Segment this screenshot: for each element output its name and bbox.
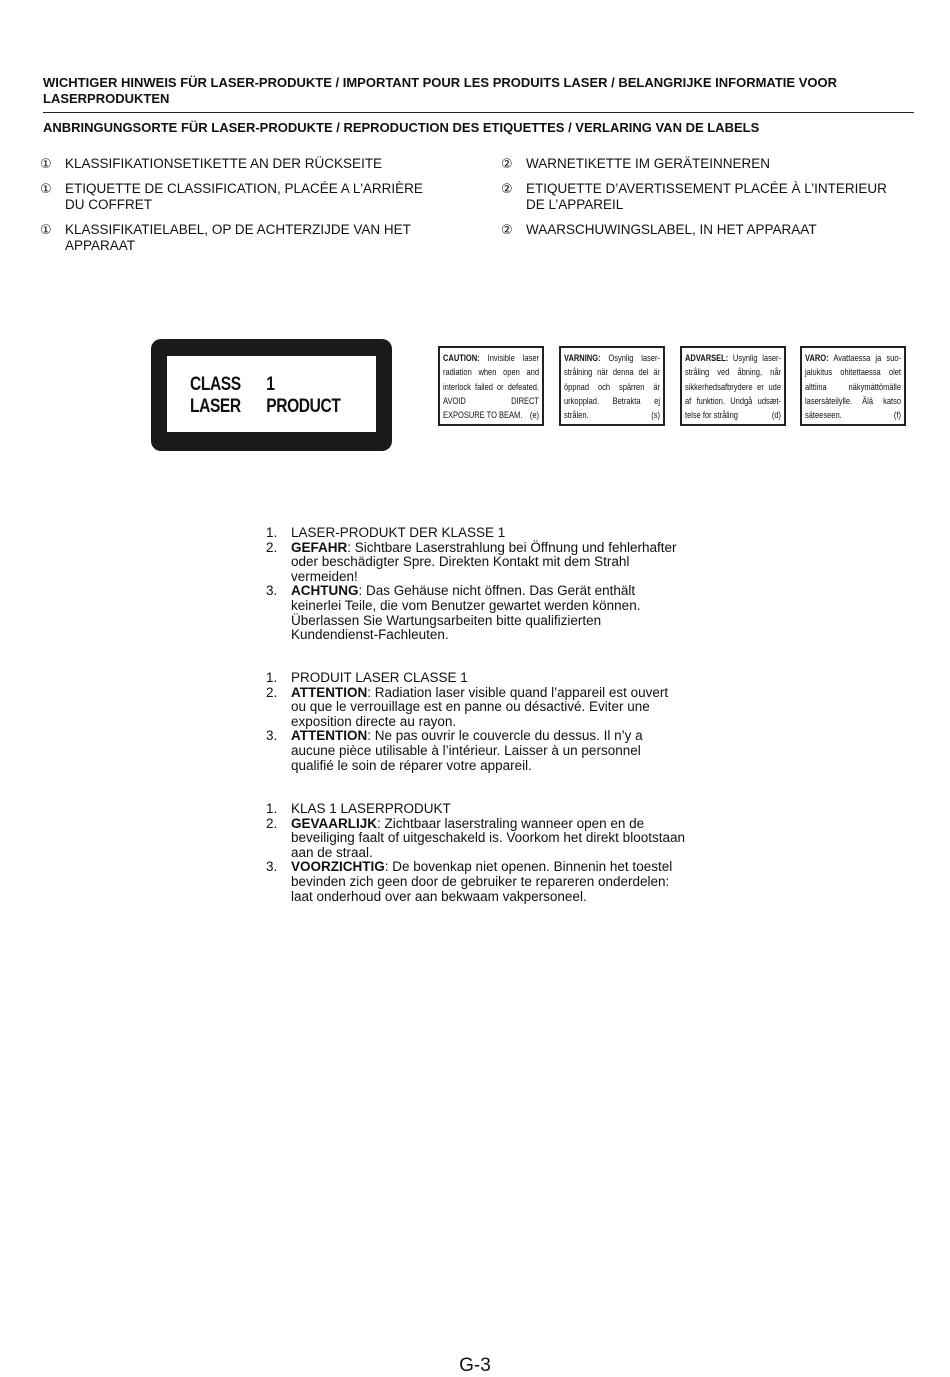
note-text: : Zichtbaar laserstraling wanneer open en de beveiliging faalt of uitgeschakeld is. Voorkom het direkt blootstaan aan de straal. bbox=[291, 815, 685, 860]
warning-lead: CAUTION: bbox=[443, 352, 480, 363]
note-item bbox=[266, 541, 686, 585]
page-number: G-3 bbox=[459, 1355, 491, 1376]
warning-text: Invisible laser radiation when open and interlock failed or defeated. AVOID DIRECT EXPOSURE TO BEAM. bbox=[443, 352, 539, 421]
warning-label-finnish bbox=[800, 346, 906, 426]
notes-german bbox=[266, 526, 686, 643]
callout-number: ① bbox=[40, 181, 52, 196]
note-keyword: GEVAARLIJK bbox=[291, 815, 378, 831]
location-list-rear bbox=[40, 156, 440, 263]
class-number: 1 bbox=[266, 374, 275, 395]
warning-lead: VARO: bbox=[805, 352, 829, 363]
note-item bbox=[266, 686, 686, 730]
class-label-line-1 bbox=[190, 374, 275, 396]
callout-number: ① bbox=[40, 222, 52, 237]
location-text: ETIQUETTE D’AVERTISSEMENT PLACÉE À L’INTERIEUR DE L’APPAREIL bbox=[526, 181, 887, 212]
note-text: KLAS 1 LASERPRODUKT bbox=[291, 801, 451, 816]
location-text: WARNETIKETTE IM GERÄTEINNEREN bbox=[526, 156, 771, 171]
location-item bbox=[40, 222, 440, 254]
note-text: PRODUIT LASER CLASSE 1 bbox=[291, 670, 468, 685]
warning-label-swedish bbox=[559, 346, 665, 426]
language-code: (s) bbox=[651, 409, 660, 421]
product-word: PRODUCT bbox=[266, 396, 341, 417]
note-number: 3. bbox=[266, 859, 278, 875]
location-item bbox=[501, 222, 901, 238]
note-number: 1. bbox=[266, 670, 278, 685]
heading-divider bbox=[43, 112, 914, 113]
callout-number: ② bbox=[501, 222, 513, 237]
note-keyword: VOORZICHTIG bbox=[291, 859, 385, 875]
callout-number: ② bbox=[501, 156, 513, 171]
note-number: 2. bbox=[266, 815, 278, 831]
class-1-laser-product-label bbox=[151, 339, 392, 451]
warning-lead: ADVARSEL: bbox=[685, 352, 729, 363]
callout-number: ① bbox=[40, 156, 52, 171]
warning-text: Osynlig laser-strålning när denna del är öppnad och spärren är urkopplad. Betrakta ej strålen. bbox=[564, 352, 660, 421]
notes-dutch bbox=[266, 802, 686, 904]
warning-text: Usynlig laser-stråling ved åbning, når sikkerhedsafbrydere er ude af funktion. Undgå udsæt-telse for stråling bbox=[685, 352, 781, 421]
language-code: (f) bbox=[893, 409, 901, 421]
note-number: 2. bbox=[266, 684, 278, 700]
class-label-line-2 bbox=[190, 396, 340, 418]
note-keyword: ATTENTION bbox=[291, 728, 368, 744]
note-text: : Sichtbare Laserstrahlung bei Öffnung und fehlerhafter oder beschädigter Spre. Direkten Kontakt mit dem Strahl vermeiden! bbox=[291, 539, 677, 584]
note-number: 3. bbox=[266, 728, 278, 744]
label-locations-heading: ANBRINGUNGSORTE FÜR LASER-PRODUKTE / REPRODUCTION DES ETIQUETTES / VERLARING VAN DE LABELS bbox=[43, 120, 760, 135]
note-number: 3. bbox=[266, 583, 278, 599]
location-item bbox=[40, 156, 440, 172]
note-item bbox=[266, 729, 686, 773]
note-item bbox=[266, 671, 686, 686]
warning-text: Avattaessa ja suo-jalukitus ohitettaessa olet alttiina näkymättömälle lasersäteilylle. Älä katso säteeseen. bbox=[805, 352, 901, 421]
note-keyword: ACHTUNG bbox=[291, 583, 359, 599]
location-item bbox=[501, 156, 901, 172]
note-item bbox=[266, 817, 686, 861]
location-text: ETIQUETTE DE CLASSIFICATION, PLACÉE A L'ARRIÈRE DU COFFRET bbox=[65, 181, 423, 212]
language-code: (d) bbox=[771, 409, 781, 421]
warning-lead: VARNING: bbox=[564, 352, 601, 363]
note-keyword: GEFAHR bbox=[291, 539, 348, 555]
location-list-inside bbox=[501, 156, 901, 247]
language-code: (e) bbox=[529, 409, 539, 421]
location-text: KLASSIFIKATIONSETIKETTE AN DER RÜCKSEITE bbox=[65, 156, 383, 171]
note-number: 1. bbox=[266, 801, 278, 816]
warning-label-danish bbox=[680, 346, 786, 426]
location-text: KLASSIFIKATIELABEL, OP DE ACHTERZIJDE VAN HET APPARAAT bbox=[65, 222, 411, 253]
note-text: : Radiation laser visible quand l’appareil est ouvert ou que le verrouillage est en panne ou désactivé. Eviter une exposition directe au rayon. bbox=[291, 684, 669, 729]
note-text: : Ne pas ouvrir le couvercle du dessus. Il n’y a aucune pièce utilisable à l’intérieur. Laisser à un personnel qualifié le soin de réparer votre appareil. bbox=[291, 728, 643, 773]
note-number: 1. bbox=[266, 525, 278, 540]
warning-label-english bbox=[438, 346, 544, 426]
note-item bbox=[266, 802, 686, 817]
page-heading: WICHTIGER HINWEIS FÜR LASER-PRODUKTE / IMPORTANT POUR LES PRODUITS LASER / BELANGRIJKE INFORMATIE VOOR LASERPRODUKTEN bbox=[43, 75, 837, 106]
note-item bbox=[266, 526, 686, 541]
callout-number: ② bbox=[501, 181, 513, 196]
note-keyword: ATTENTION bbox=[291, 684, 368, 700]
note-item bbox=[266, 860, 686, 904]
notes-french bbox=[266, 671, 686, 773]
class-label-panel bbox=[167, 356, 376, 432]
location-text: WAARSCHUWINGSLABEL, IN HET APPARAAT bbox=[526, 222, 817, 237]
note-text: : Das Gehäuse nicht öffnen. Das Gerät enthält keinerlei Teile, die vom Benutzer gewartet werden können. Überlassen Sie Wartungsarbeiten bitte qualifizierten Kundendienst-Fachleuten. bbox=[291, 583, 641, 643]
note-text: LASER-PRODUKT DER KLASSE 1 bbox=[291, 525, 506, 540]
location-item bbox=[40, 181, 440, 213]
note-text: : De bovenkap niet openen. Binnenin het toestel bevinden zich geen door de gebruiker te repareren onderdelen: laat onderhoud over aan bekwaam vakpersoneel. bbox=[291, 859, 673, 904]
note-number: 2. bbox=[266, 539, 278, 555]
class-word: CLASS bbox=[190, 374, 241, 395]
note-item bbox=[266, 584, 686, 642]
location-item bbox=[501, 181, 901, 213]
laser-word: LASER bbox=[190, 396, 241, 417]
